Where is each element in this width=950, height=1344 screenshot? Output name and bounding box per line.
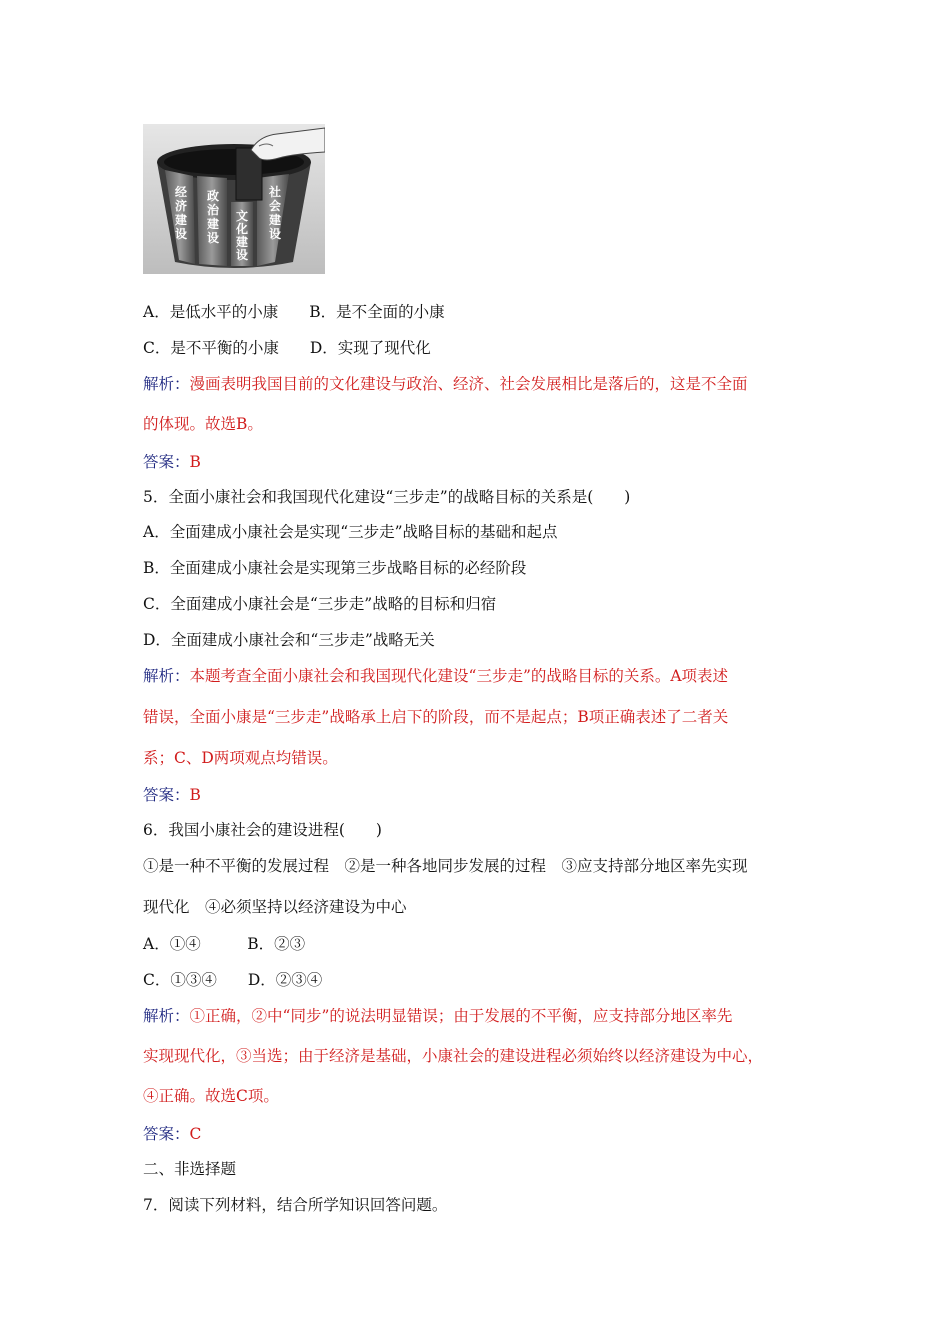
answer-label: 答案： (143, 1125, 190, 1143)
analysis-label: 解析： (143, 1007, 190, 1025)
answer-value: B (189, 786, 201, 804)
bucket-cartoon-image (143, 124, 325, 274)
q5-stem: 5．全面小康社会和我国现代化建设“三步走”的战略目标的关系是( ) (143, 488, 631, 506)
q5-answer (143, 785, 201, 805)
q6-stem: 6．我国小康社会的建设进程( ) (143, 821, 382, 839)
q6-items-line1: ①是一种不平衡的发展过程 ②是一种各地同步发展的过程 ③应支持部分地区率先实现 (143, 857, 748, 875)
analysis-label: 解析： (143, 667, 190, 685)
q4-analysis-line1 (143, 374, 748, 394)
section-heading: 二、非选择题 (143, 1160, 237, 1178)
q6-options-row1: A．①④ B．②③ (143, 935, 306, 953)
answer-label: 答案： (143, 453, 190, 471)
answer-value: B (189, 453, 201, 471)
q4-answer (143, 452, 201, 472)
q5-option-b: B．全面建成小康社会是实现第三步战略目标的必经阶段 (143, 559, 527, 577)
answer-label: 答案： (143, 786, 190, 804)
analysis-text: 漫画表明我国目前的文化建设与政治、经济、社会发展相比是落后的，这是不全面 (189, 375, 748, 393)
stave-label-economy: 经济建设 (175, 185, 188, 241)
q4-options-row2: C．是不平衡的小康 D．实现了现代化 (143, 339, 431, 357)
q4-options-row1: A．是低水平的小康 B．是不全面的小康 (143, 303, 445, 321)
q5-option-a: A．全面建成小康社会是实现“三步走”战略目标的基础和起点 (143, 523, 558, 541)
q6-answer (143, 1124, 201, 1144)
q6-items-line2: 现代化 ④必须坚持以经济建设为中心 (143, 898, 407, 916)
analysis-label: 解析： (143, 375, 190, 393)
stave-label-politics: 政治建设 (207, 189, 220, 245)
q5-option-d: D．全面建成小康社会和“三步走”战略无关 (143, 631, 435, 649)
q5-analysis-line1 (143, 666, 728, 686)
q6-options-row2: C．①③④ D．②③④ (143, 971, 323, 989)
q4-analysis-line2: 的体现。故选B。 (143, 415, 263, 433)
q5-analysis-line3: 系；C、D两项观点均错误。 (143, 749, 338, 767)
analysis-text: ①正确，②中“同步”的说法明显错误；由于发展的不平衡，应支持部分地区率先 (189, 1007, 733, 1025)
q7-stem: 7．阅读下列材料，结合所学知识回答问题。 (143, 1196, 448, 1214)
analysis-text: 本题考查全面小康社会和我国现代化建设“三步走”的战略目标的关系。A项表述 (189, 667, 729, 685)
cartoon-figure (143, 124, 325, 274)
q6-analysis-line1 (143, 1006, 732, 1026)
stave-label-culture: 文化建设 (236, 209, 249, 262)
q6-analysis-line2: 实现现代化，③当选；由于经济是基础，小康社会的建设进程必须始终以经济建设为中心， (143, 1047, 764, 1065)
q5-option-c: C．全面建成小康社会是“三步走”战略的目标和归宿 (143, 595, 497, 613)
stave-label-society: 社会建设 (269, 185, 282, 241)
q6-analysis-line3: ④正确。故选C项。 (143, 1087, 279, 1105)
q5-analysis-line2: 错误，全面小康是“三步走”战略承上启下的阶段，而不是起点；B项正确表述了二者关 (143, 708, 729, 726)
answer-value: C (189, 1125, 202, 1143)
